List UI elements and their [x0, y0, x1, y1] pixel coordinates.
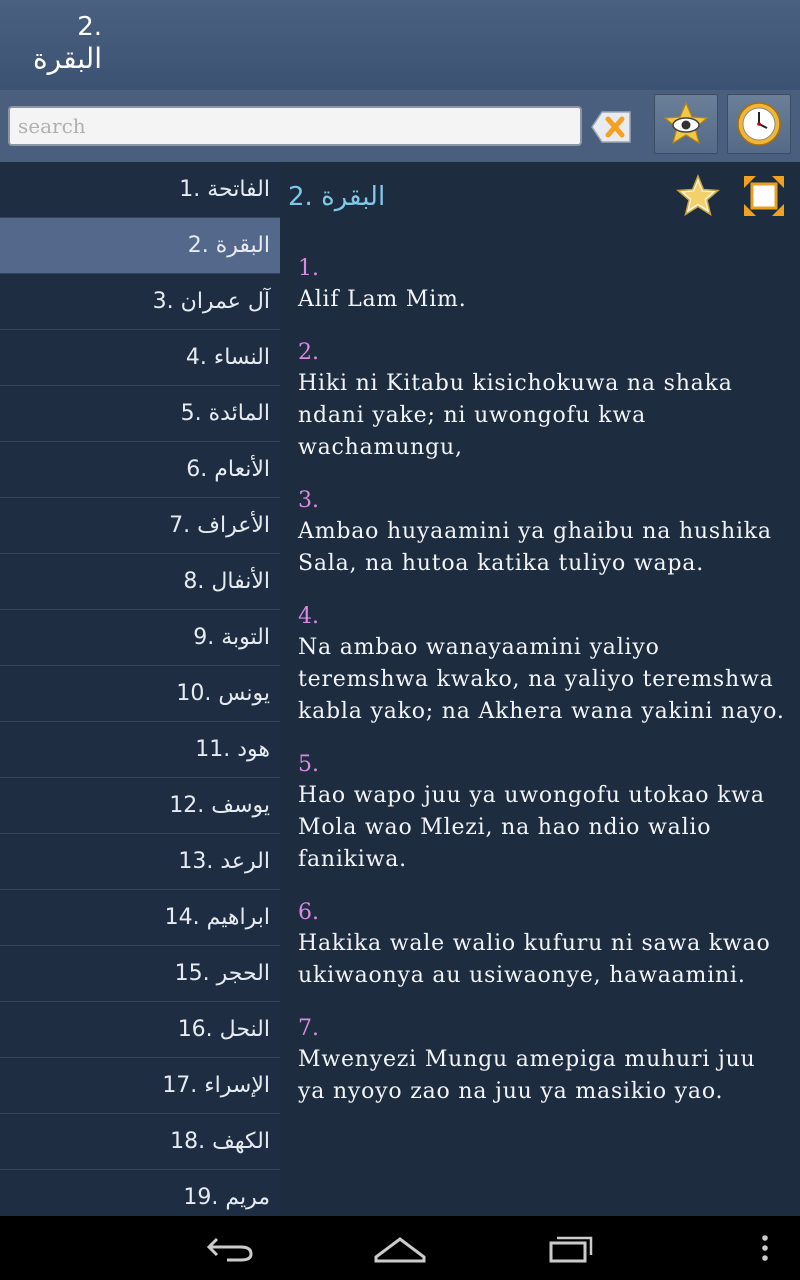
surah-list-item-active[interactable]: [0, 218, 280, 274]
overflow-menu-button[interactable]: [740, 1228, 790, 1268]
recent-apps-button[interactable]: [540, 1228, 600, 1268]
surah-list-item-label: 9. التوبة: [193, 625, 270, 650]
verse-number: 2.: [298, 340, 319, 365]
surah-list-item[interactable]: [0, 1170, 280, 1216]
verse-item[interactable]: [298, 338, 788, 464]
surah-list-item[interactable]: [0, 554, 280, 610]
header-surah-number: 2.: [77, 12, 102, 42]
surah-list-item-label: 4. النساء: [185, 345, 270, 370]
header-surah-name: البقرة: [32, 42, 102, 75]
surah-list-item[interactable]: [0, 1114, 280, 1170]
verse-item[interactable]: [298, 602, 788, 728]
verse-number: 4.: [298, 604, 319, 629]
surah-list-item[interactable]: [0, 778, 280, 834]
verse-text: Hao wapo juu ya uwongofu utokao kwa Mola wao Mlezi, na hao ndio walio fanikiwa.: [298, 783, 765, 872]
surah-list-item-label: 17. الإسراء: [162, 1073, 270, 1098]
clear-text-icon: [588, 108, 632, 146]
surah-list-item-label: 2. البقرة: [187, 233, 270, 258]
surah-list-item-label: 6. الأنعام: [186, 457, 270, 482]
surah-list-item[interactable]: [0, 162, 280, 218]
surah-list-item[interactable]: [0, 834, 280, 890]
verse-text: Ambao huyaamini ya ghaibu na hushika Sala, na hutoa katika tuliyo wapa.: [298, 519, 772, 576]
toolbar: [0, 90, 800, 162]
surah-list-item-label: 1. الفاتحة: [179, 177, 270, 202]
verse-item[interactable]: [298, 898, 788, 992]
fullscreen-icon: [742, 174, 786, 218]
surah-list-item-label: 11. هود: [195, 737, 270, 762]
surah-list-item[interactable]: [0, 1002, 280, 1058]
surah-list-item[interactable]: [0, 330, 280, 386]
search-input[interactable]: [8, 106, 582, 146]
surah-list-item[interactable]: [0, 666, 280, 722]
surah-list-item-label: 3. آل عمران: [152, 289, 270, 314]
surah-list-item[interactable]: [0, 946, 280, 1002]
fullscreen-button[interactable]: [742, 174, 786, 218]
reading-mode-button[interactable]: [654, 94, 718, 154]
clock-icon: [735, 100, 783, 148]
verse-item[interactable]: [298, 750, 788, 876]
verse-item[interactable]: [298, 486, 788, 580]
surah-list-item-label: 10. يونس: [176, 681, 270, 706]
verse-text: Hakika wale walio kufuru ni sawa kwao ukiwaonya au usiwaonye, hawaamini.: [298, 931, 771, 988]
history-button[interactable]: [727, 94, 791, 154]
clear-search-button[interactable]: [588, 108, 632, 146]
verse-number: 3.: [298, 488, 319, 513]
eye-star-icon: [662, 100, 710, 148]
verse-text: Hiki ni Kitabu kisichokuwa na shaka ndani yake; ni uwongofu kwa wachamungu,: [298, 371, 733, 460]
verse-text: Mwenyezi Mungu amepiga muhuri juu ya nyoyo zao na juu ya masikio yao.: [298, 1047, 756, 1104]
verse-list: [298, 254, 788, 1130]
verse-item[interactable]: [298, 254, 788, 316]
home-button[interactable]: [370, 1228, 430, 1268]
surah-list-item[interactable]: [0, 722, 280, 778]
overflow-menu-icon: [760, 1233, 770, 1263]
surah-list-item-label: 13. الرعد: [178, 849, 270, 874]
verse-number: 5.: [298, 752, 319, 777]
surah-list-item[interactable]: [0, 274, 280, 330]
surah-list-item-label: 5. المائدة: [180, 401, 270, 426]
home-icon: [372, 1233, 428, 1263]
back-button[interactable]: [200, 1228, 260, 1268]
surah-list-item-label: 7. الأعراف: [169, 513, 270, 538]
system-navigation-bar: [0, 1216, 800, 1280]
surah-list-item[interactable]: [0, 386, 280, 442]
verse-text: Na ambao wanayaamini yaliyo teremshwa kwako, na yaliyo teremshwa kabla yako; na Akhera wana yakini nayo.: [298, 635, 785, 724]
surah-list-item-label: 18. الكهف: [170, 1129, 270, 1154]
verse-number: 1.: [298, 256, 319, 281]
surah-list-item[interactable]: [0, 610, 280, 666]
verse-number: 7.: [298, 1016, 319, 1041]
surah-title: 2. البقرة: [288, 182, 386, 212]
app-header: [0, 0, 800, 90]
surah-list-item[interactable]: [0, 1058, 280, 1114]
verse-panel: [280, 162, 800, 1216]
surah-list: [0, 162, 280, 1216]
surah-list-item[interactable]: [0, 498, 280, 554]
verse-number: 6.: [298, 900, 319, 925]
verse-text: Alif Lam Mim.: [298, 287, 467, 312]
surah-list-item-label: 19. مريم: [183, 1185, 270, 1210]
surah-list-item-label: 12. يوسف: [169, 793, 270, 818]
surah-list-item-label: 15. الحجر: [174, 961, 270, 986]
recent-apps-icon: [545, 1233, 595, 1263]
verse-item[interactable]: [298, 1014, 788, 1108]
star-icon: [676, 174, 720, 218]
back-arrow-icon: [205, 1233, 255, 1263]
favorite-button[interactable]: [676, 174, 720, 218]
surah-list-item[interactable]: [0, 890, 280, 946]
surah-list-item[interactable]: [0, 442, 280, 498]
surah-list-item-label: 16. النحل: [177, 1017, 270, 1042]
surah-list-item-label: 14. ابراهيم: [164, 905, 270, 930]
surah-list-item-label: 8. الأنفال: [183, 569, 270, 594]
